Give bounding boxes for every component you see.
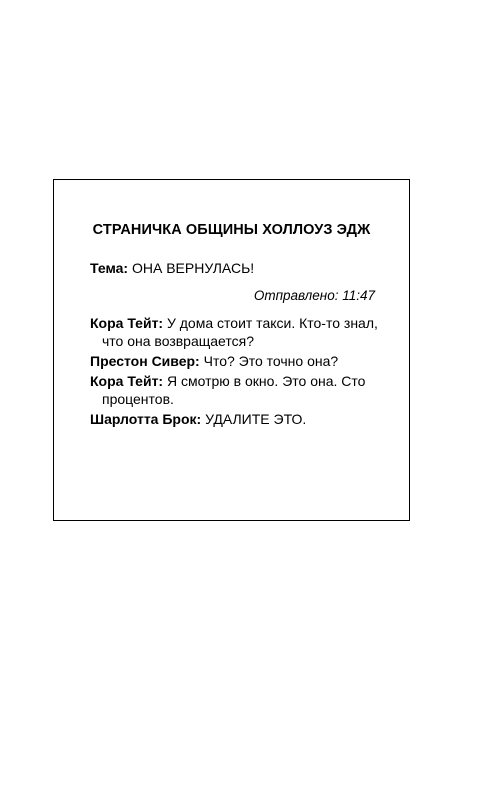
subject-value: ОНА ВЕРНУЛАСЬ! [131,260,255,276]
message-author: Шарлотта Брок: [90,411,202,427]
message-text: УДАЛИТЕ ЭТО. [205,411,307,427]
message-list [90,314,380,430]
message-text: Что? Это точно она? [203,353,339,369]
message-item [90,410,380,428]
message-text: У дома стоит такси. Кто-то знал, что она возвращается? [102,315,378,349]
message-item [90,314,380,350]
subject-label: Тема: [90,260,129,276]
message-author: Кора Тейт: [90,373,164,389]
message-author: Престон Сивер: [90,353,200,369]
message-item [90,352,380,370]
sent-time: Отправлено: 11:47 [253,288,375,303]
subject-line [90,260,254,276]
forum-post-box [53,179,410,521]
message-text: Я смотрю в окно. Это она. Сто процентов. [102,373,366,407]
page-title: СТРАНИЧКА ОБЩИНЫ ХОЛЛОУЗ ЭДЖ [92,222,371,238]
message-item [90,372,380,408]
message-author: Кора Тейт: [90,315,164,331]
